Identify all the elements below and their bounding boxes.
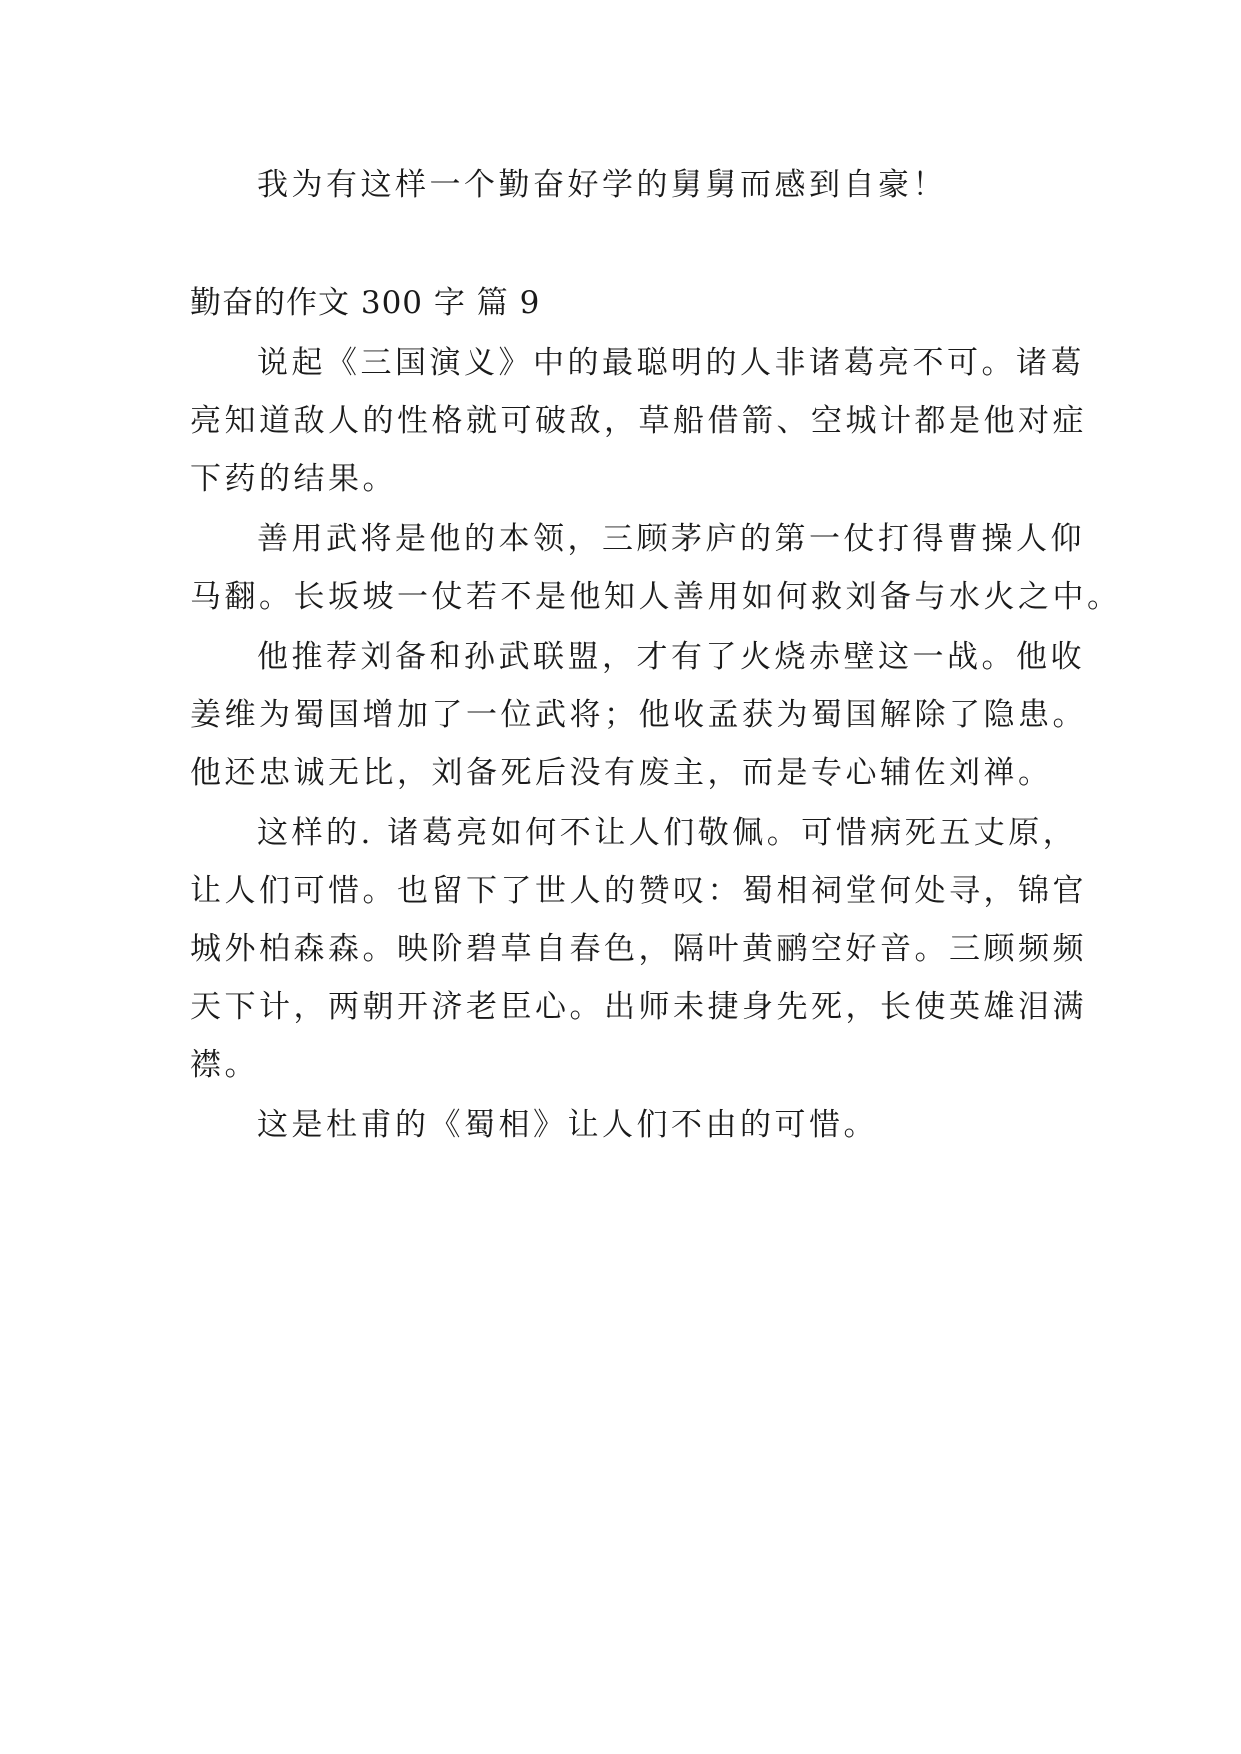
section-heading: 勤奋的作文 300 字 篇 9 — [190, 285, 541, 321]
intro-line: 我为有这样一个勤奋好学的舅舅而感到自豪！ — [257, 167, 947, 203]
paragraph-1-line-2: 亮知道敌人的性格就可破敌，草船借箭、空城计都是他对症 — [190, 403, 1087, 439]
paragraph-4-line-1: 这样的. 诸葛亮如何不让人们敬佩。可惜病死五丈原， — [257, 815, 1078, 851]
paragraph-1-line-3: 下药的结果。 — [190, 461, 397, 497]
paragraph-5-line-1: 这是杜甫的《蜀相》让人们不由的可惜。 — [257, 1107, 878, 1143]
paragraph-4-line-3: 城外柏森森。映阶碧草自春色，隔叶黄鹂空好音。三顾频频 — [190, 931, 1087, 967]
paragraph-4-line-4: 天下计，两朝开济老臣心。出师未捷身先死，长使英雄泪满 — [190, 989, 1087, 1025]
paragraph-4-line-2: 让人们可惜。也留下了世人的赞叹：蜀相祠堂何处寻，锦官 — [190, 873, 1087, 909]
paragraph-3-line-3: 他还忠诚无比，刘备死后没有废主，而是专心辅佐刘禅。 — [190, 755, 1053, 791]
paragraph-4-line-5: 襟。 — [190, 1047, 259, 1083]
paragraph-1-line-1: 说起《三国演义》中的最聪明的人非诸葛亮不可。诸葛 — [257, 345, 1085, 381]
paragraph-3-line-2: 姜维为蜀国增加了一位武将；他收孟获为蜀国解除了隐患。 — [190, 697, 1087, 733]
paragraph-2-line-2: 马翻。长坂坡一仗若不是他知人善用如何救刘备与水火之中。 — [190, 579, 1122, 615]
paragraph-2-line-1: 善用武将是他的本领，三顾茅庐的第一仗打得曹操人仰 — [257, 521, 1085, 557]
paragraph-3-line-1: 他推荐刘备和孙武联盟，才有了火烧赤壁这一战。他收 — [257, 639, 1085, 675]
